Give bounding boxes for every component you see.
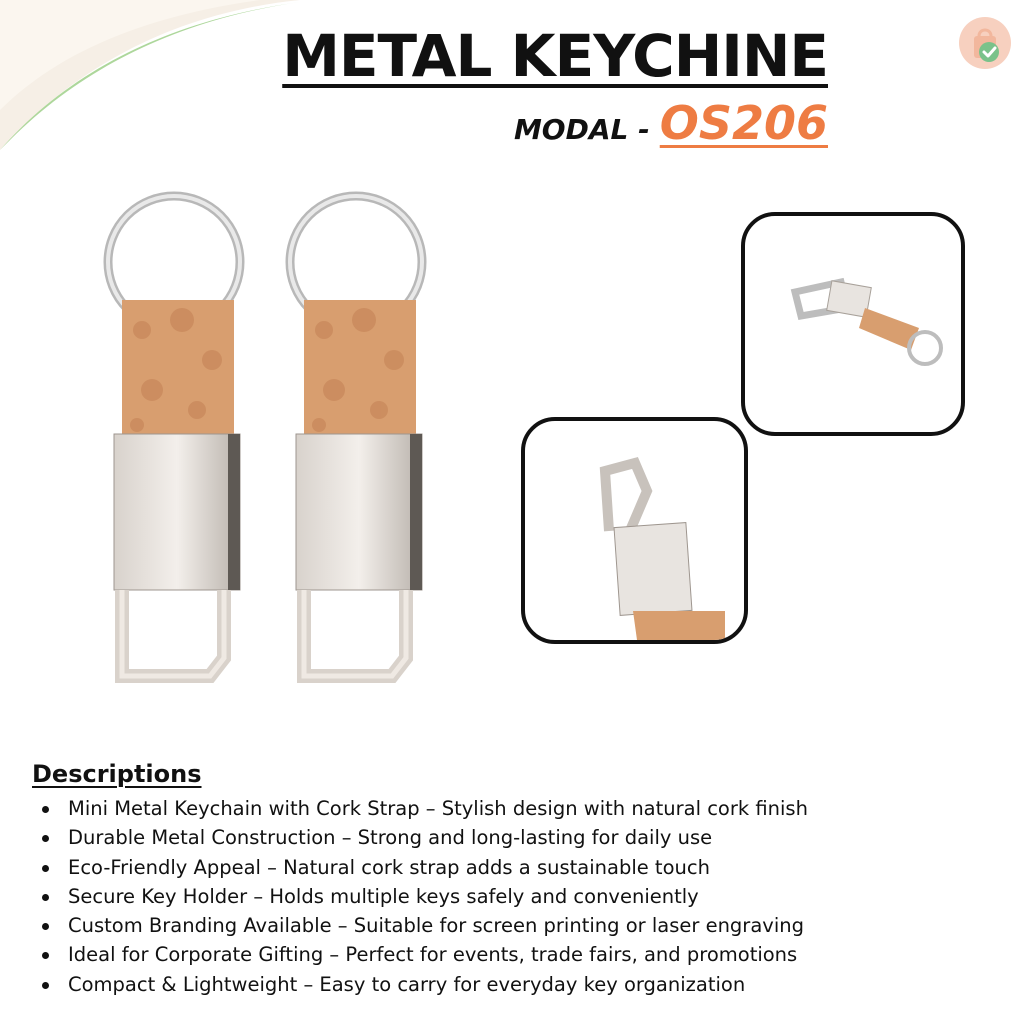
list-item — [32, 853, 1012, 882]
model-label: MODAL - — [513, 113, 650, 146]
corner-swoosh-decoration — [0, 0, 300, 160]
keychain-clasp-image — [525, 421, 744, 640]
model-code: OS206 — [659, 96, 828, 150]
list-item-text: Mini Metal Keychain with Cork Strap – Stylish design with natural cork finish — [68, 797, 808, 820]
shopping-bag-check-icon — [958, 16, 1012, 70]
list-item — [32, 940, 1012, 969]
list-item — [32, 794, 1012, 823]
list-item — [32, 882, 1012, 911]
list-item — [32, 970, 1012, 999]
bullet-icon — [42, 923, 49, 930]
descriptions-heading: Descriptions — [32, 760, 202, 788]
bullet-icon — [42, 952, 49, 959]
description-list — [32, 794, 1012, 999]
list-item — [32, 911, 1012, 940]
list-item-text: Ideal for Corporate Gifting – Perfect for events, trade fairs, and promotions — [68, 943, 798, 967]
list-item-text: Custom Branding Available – Suitable for screen printing or laser engraving — [68, 914, 804, 938]
bullet-icon — [42, 982, 49, 989]
product-title: METAL KEYCHINE — [282, 22, 828, 90]
bullet-icon — [42, 865, 49, 872]
list-item-text: Compact & Lightweight – Easy to carry for everyday key organization — [68, 972, 746, 996]
bullet-icon — [42, 806, 49, 813]
keychain-image-right — [274, 190, 444, 690]
bullet-icon — [42, 835, 49, 842]
thumbnail-clasp-closeup — [521, 417, 748, 644]
list-item-text: Secure Key Holder – Holds multiple keys safely and conveniently — [68, 884, 699, 908]
keychain-image-left — [92, 190, 262, 690]
list-item — [32, 823, 1012, 852]
bullet-icon — [42, 894, 49, 901]
list-item-text: Eco-Friendly Appeal – Natural cork strap adds a sustainable touch — [68, 855, 710, 879]
list-item-text: Durable Metal Construction – Strong and long-lasting for daily use — [68, 826, 713, 850]
model-row — [514, 96, 828, 150]
keychain-side-image — [745, 216, 961, 432]
thumbnail-side-view — [741, 212, 965, 436]
